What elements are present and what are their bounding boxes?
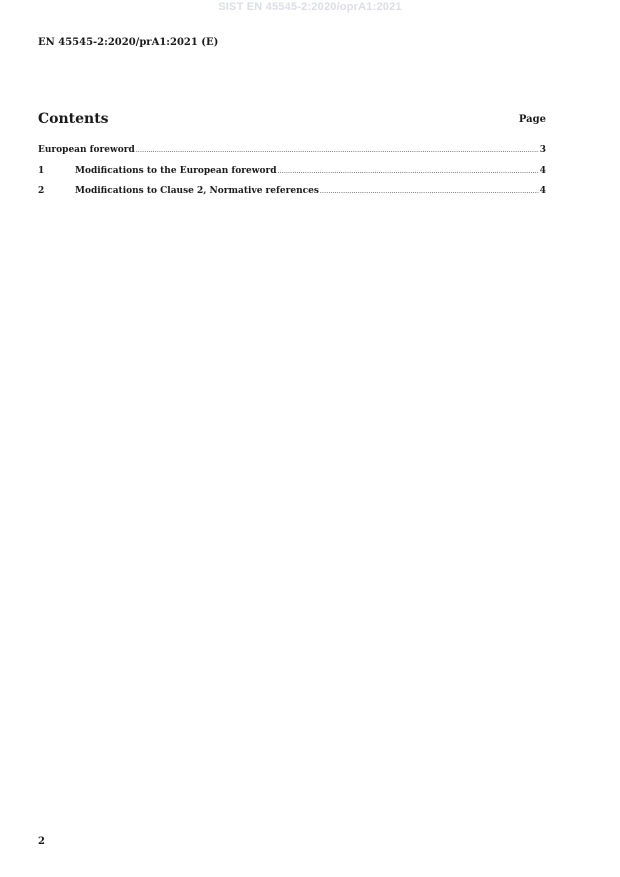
contents-title: Contents (38, 111, 109, 127)
toc-entry-european-foreword[interactable] (38, 144, 546, 165)
toc-entry-clause-2[interactable] (38, 185, 546, 206)
toc-entry-number: 1 (38, 165, 45, 176)
toc-dot-leader (136, 145, 539, 157)
toc-entry-clause-1[interactable] (38, 165, 546, 186)
watermark-text: SIST EN 45545-2:2020/oprA1:2021 (218, 1, 402, 13)
toc-dot-leader (278, 166, 539, 178)
toc-dot-leader (320, 186, 539, 198)
page-column-label: Page (518, 114, 546, 125)
table-of-contents (38, 144, 546, 206)
toc-entry-page: 3 (539, 145, 546, 155)
toc-entry-title: Modifications to the European foreword (75, 165, 277, 176)
contents-heading-row (38, 111, 546, 129)
toc-entry-page: 4 (539, 165, 546, 176)
toc-entry-title: European foreword (38, 145, 135, 155)
toc-entry-page: 4 (539, 186, 546, 196)
toc-entry-title: Modifications to Clause 2, Normative references (75, 186, 319, 196)
document-identifier: EN 45545-2:2020/prA1:2021 (E) (38, 37, 219, 48)
toc-entry-number: 2 (38, 186, 45, 196)
page-number: 2 (38, 836, 45, 847)
